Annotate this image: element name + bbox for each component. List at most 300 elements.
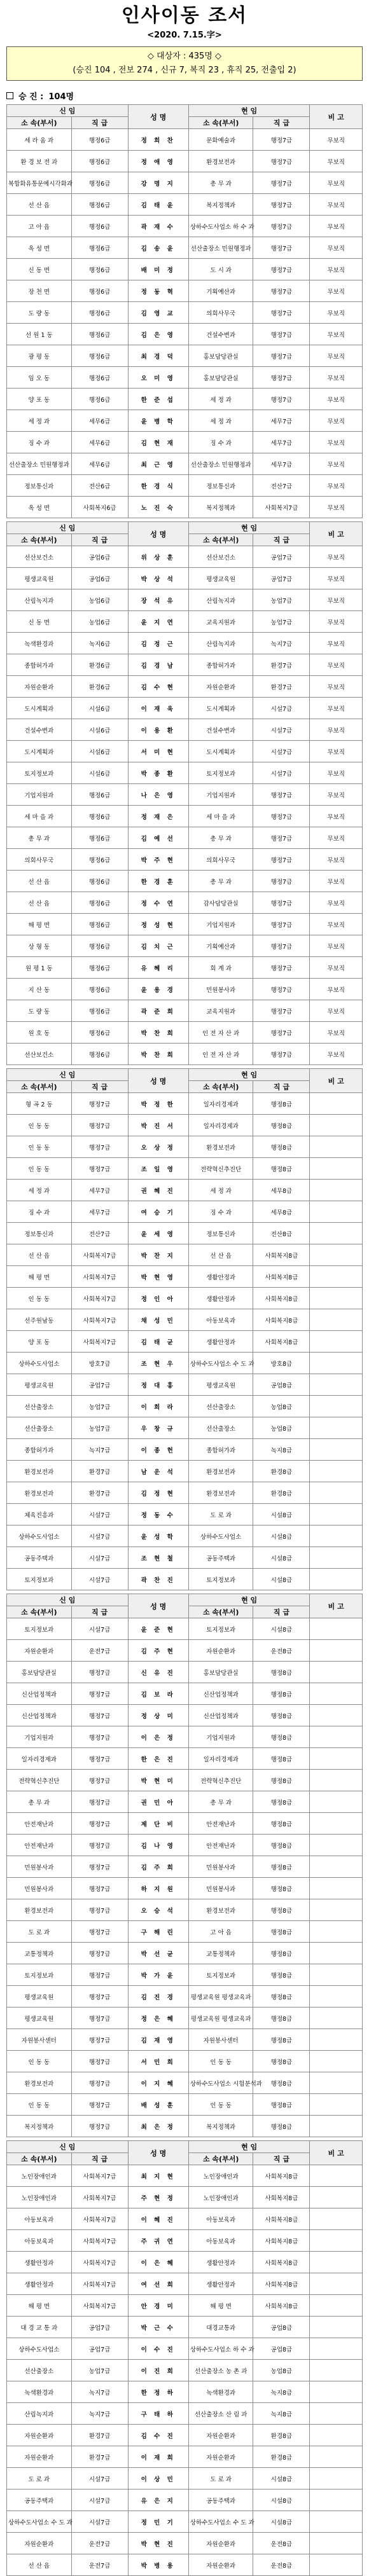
current-grade-cell: 행정8급 — [253, 2116, 310, 2137]
current-grade-cell: 사회복지8급 — [253, 1288, 310, 1309]
current-grade-cell: 행정8급 — [253, 1158, 310, 1180]
current-dept-cell: 선산보건소 — [188, 546, 253, 568]
current-grade-cell: 행정8급 — [253, 1748, 310, 1770]
table-row — [7, 1461, 363, 1482]
new-grade-cell: 방호7급 — [71, 1353, 128, 1374]
current-grade-cell: 행정8급 — [253, 1964, 310, 1986]
remarks-cell: 무보직 — [310, 611, 363, 633]
table-row — [7, 1526, 363, 1547]
table-row — [7, 2230, 363, 2252]
new-dept-cell: 공동주택과 — [7, 2490, 72, 2511]
new-grade-cell: 공업6급 — [71, 546, 128, 568]
remarks-cell — [310, 1856, 363, 1878]
current-grade-cell: 행정7급 — [253, 935, 310, 957]
table-row — [7, 2317, 363, 2338]
header-current-dept: 소 속(부서) — [188, 534, 253, 546]
current-dept-cell: 도시계획과 — [188, 741, 253, 762]
new-grade-cell: 사회복지7급 — [71, 1266, 128, 1288]
current-grade-cell: 녹지8급 — [253, 2381, 310, 2403]
new-grade-cell: 농업6급 — [71, 589, 128, 611]
table-row — [7, 1374, 363, 1396]
current-dept-cell: 산림녹지과 — [188, 589, 253, 611]
table-row — [7, 1726, 363, 1748]
name-cell: 조 일 영 — [128, 1158, 188, 1180]
current-dept-cell: 자원순환과 — [188, 2446, 253, 2468]
table-row — [7, 1180, 363, 1201]
current-grade-cell: 행정8급 — [253, 1899, 310, 1921]
remarks-cell — [310, 1662, 363, 1683]
table-row — [7, 1417, 363, 1439]
new-grade-cell: 공업7급 — [71, 2338, 128, 2360]
new-grade-cell: 행정7급 — [71, 1093, 128, 1115]
new-grade-cell: 행정6급 — [71, 871, 128, 892]
current-grade-cell: 행정8급 — [253, 1770, 310, 1791]
new-grade-cell: 환경6급 — [71, 676, 128, 698]
current-dept-cell: 기획예산과 — [188, 935, 253, 957]
header-new-grade: 직 급 — [71, 2153, 128, 2165]
name-cell: 오 승 석 — [128, 1899, 188, 1921]
promotion-count: 104명 — [48, 92, 74, 102]
current-dept-cell: 환경보전과 — [188, 1461, 253, 1482]
current-dept-cell: 생활안정과 — [188, 1266, 253, 1288]
current-dept-cell: 홍보담당관실 — [188, 345, 253, 367]
current-grade-cell: 행정8급 — [253, 1136, 310, 1158]
new-grade-cell: 환경6급 — [71, 654, 128, 676]
current-dept-cell: 교육지원과 — [188, 1000, 253, 1022]
table-row — [7, 2029, 363, 2051]
current-dept-cell: 평생교육원 — [188, 568, 253, 589]
current-dept-cell: 자원순환과 — [188, 676, 253, 698]
remarks-cell — [310, 1986, 363, 2008]
name-cell: 박 주 현 — [128, 849, 188, 871]
name-cell: 최 근 영 — [128, 453, 188, 475]
name-cell: 한 경 훈 — [128, 871, 188, 892]
table-row — [7, 410, 363, 432]
name-cell: 서 미 현 — [128, 741, 188, 762]
remarks-cell — [310, 2273, 363, 2295]
name-cell: 김 영 교 — [128, 302, 188, 324]
current-dept-cell: 일자리경제과 — [188, 1115, 253, 1136]
table-header-row — [7, 522, 363, 534]
new-dept-cell: 인 동 동 — [7, 1115, 72, 1136]
new-grade-cell: 행정7급 — [71, 1136, 128, 1158]
name-cell: 김 수 진 — [128, 2425, 188, 2446]
header-remarks: 비 고 — [310, 1069, 363, 1093]
current-grade-cell: 행정8급 — [253, 1683, 310, 1705]
new-dept-cell: 안전재난과 — [7, 1835, 72, 1856]
current-dept-cell: 평생교육원 — [188, 1374, 253, 1396]
name-cell: 김 주 현 — [128, 1640, 188, 1662]
new-dept-cell: 종합허가과 — [7, 654, 72, 676]
name-cell: 김 진 경 — [128, 1986, 188, 2008]
name-cell: 최 은 정 — [128, 2116, 188, 2137]
new-dept-cell: 생활안정과 — [7, 2273, 72, 2295]
new-grade-cell: 행정7급 — [71, 1726, 128, 1748]
current-dept-cell: 상하수도사업소 하 수 과 — [188, 216, 253, 237]
name-cell: 강 명 지 — [128, 172, 188, 194]
new-grade-cell: 녹지7급 — [71, 2403, 128, 2425]
remarks-cell — [310, 2051, 363, 2072]
table-row — [7, 2295, 363, 2317]
new-grade-cell: 행정7급 — [71, 1683, 128, 1705]
name-cell: 정 재 은 — [128, 806, 188, 827]
remarks-cell — [310, 1813, 363, 1835]
current-dept-cell: 자원봉사센터 — [188, 2029, 253, 2051]
current-dept-cell: 총 무 과 — [188, 1791, 253, 1813]
new-dept-cell: 체육진흥과 — [7, 1504, 72, 1526]
table-row — [7, 2116, 363, 2137]
current-grade-cell: 행정8급 — [253, 1791, 310, 1813]
table-row — [7, 1618, 363, 1640]
new-dept-cell: 고 아 읍 — [7, 216, 72, 237]
current-dept-cell: 홍보담당관실 — [188, 1662, 253, 1683]
new-grade-cell: 행정6급 — [71, 806, 128, 827]
name-cell: 박 현 진 — [128, 2533, 188, 2554]
name-cell: 김 송 윤 — [128, 237, 188, 259]
current-grade-cell: 행정8급 — [253, 1662, 310, 1683]
table-row — [7, 2008, 363, 2029]
new-grade-cell: 행정6급 — [71, 784, 128, 806]
table-row — [7, 741, 363, 762]
new-grade-cell: 행정7급 — [71, 2008, 128, 2029]
current-dept-cell: 기업지원과 — [188, 1726, 253, 1748]
new-dept-cell: 선산출장소 민원행정과 — [7, 453, 72, 475]
current-dept-cell: 홍보담당관실 — [188, 367, 253, 389]
header-remarks: 비 고 — [310, 1594, 363, 1618]
new-dept-cell: 안전재난과 — [7, 1813, 72, 1835]
remarks-cell: 무보직 — [310, 410, 363, 432]
current-grade-cell: 환경7급 — [253, 654, 310, 676]
remarks-cell: 무보직 — [310, 216, 363, 237]
new-dept-cell: 선 산 읍 — [7, 1244, 72, 1266]
table-row — [7, 389, 363, 410]
current-grade-cell: 공업8급 — [253, 2338, 310, 2360]
name-cell: 우 창 규 — [128, 1417, 188, 1439]
name-cell: 김 주 희 — [128, 1856, 188, 1878]
new-dept-cell: 신산업정책과 — [7, 1683, 72, 1705]
remarks-cell — [310, 1439, 363, 1461]
current-grade-cell: 환경8급 — [253, 2446, 310, 2468]
personnel-table — [6, 2140, 363, 2576]
new-dept-cell: 녹색환경과 — [7, 633, 72, 654]
current-dept-cell: 건설수변과 — [188, 719, 253, 741]
header-new-position: 신 임 — [7, 105, 129, 117]
current-grade-cell: 농업7급 — [253, 589, 310, 611]
name-cell: 윤 세 영 — [128, 1223, 188, 1244]
new-grade-cell: 농업6급 — [71, 611, 128, 633]
remarks-cell — [310, 1201, 363, 1223]
new-dept-cell: 옥 성 면 — [7, 237, 72, 259]
current-grade-cell: 세무8급 — [253, 1201, 310, 1223]
name-cell: 정 상 미 — [128, 1705, 188, 1726]
table-row — [7, 237, 363, 259]
remarks-cell — [310, 1640, 363, 1662]
new-dept-cell: 상하수도사업소 — [7, 2338, 72, 2360]
name-cell: 권 민 아 — [128, 1791, 188, 1813]
current-grade-cell: 농업8급 — [253, 1396, 310, 1417]
new-grade-cell: 사회복지7급 — [71, 1309, 128, 1331]
new-dept-cell: 선주원남동 — [7, 1309, 72, 1331]
remarks-cell — [310, 2338, 363, 2360]
new-dept-cell: 도 로 과 — [7, 1921, 72, 1943]
name-cell: 김 경 남 — [128, 654, 188, 676]
remarks-cell — [310, 2425, 363, 2446]
new-grade-cell: 행정7급 — [71, 2051, 128, 2072]
name-cell: 정 은 혜 — [128, 2008, 188, 2029]
header-current-position: 현 임 — [188, 522, 310, 534]
new-dept-cell: 일자리경제과 — [7, 1748, 72, 1770]
header-current-grade: 직 급 — [253, 2153, 310, 2165]
current-dept-cell: 토지정보과 — [188, 1618, 253, 1640]
current-grade-cell: 행정8급 — [253, 1856, 310, 1878]
new-grade-cell: 행정6급 — [71, 1000, 128, 1022]
new-grade-cell: 시설7급 — [71, 1618, 128, 1640]
current-dept-cell: 교육지원과 — [188, 611, 253, 633]
remarks-cell — [310, 1309, 363, 1331]
new-grade-cell: 사회복지7급 — [71, 1244, 128, 1266]
current-dept-cell: 자원순환과 — [188, 2533, 253, 2554]
table-row — [7, 719, 363, 741]
new-grade-cell: 행정7급 — [71, 1986, 128, 2008]
current-grade-cell: 환경7급 — [253, 676, 310, 698]
current-grade-cell: 행정7급 — [253, 367, 310, 389]
new-grade-cell: 시설6급 — [71, 698, 128, 719]
new-dept-cell: 총 무 과 — [7, 827, 72, 849]
name-cell: 박 종 환 — [128, 762, 188, 784]
current-dept-cell: 세 마 을 과 — [188, 806, 253, 827]
name-cell: 김 현 재 — [128, 432, 188, 453]
table-header-row — [7, 1069, 363, 1081]
current-grade-cell: 행정8급 — [253, 1921, 310, 1943]
new-grade-cell: 행정7급 — [71, 1921, 128, 1943]
table-row — [7, 2425, 363, 2446]
current-dept-cell: 상하수도사업소 수 도 과 — [188, 2511, 253, 2533]
document-date: <2020. 7.15.字> — [147, 31, 222, 40]
new-dept-cell: 선 원 1 동 — [7, 324, 72, 345]
new-dept-cell: 세 정 과 — [7, 410, 72, 432]
new-grade-cell: 환경7급 — [71, 1461, 128, 1482]
name-cell: 박 가 윤 — [128, 1964, 188, 1986]
remarks-cell — [310, 1093, 363, 1115]
name-cell: 채 성 민 — [128, 1309, 188, 1331]
summary-breakdown: (승진 104 , 전보 274 , 신규 7, 복직 23 , 휴직 25, 전출입 2) — [73, 65, 296, 75]
current-grade-cell: 농업8급 — [253, 1417, 310, 1439]
header-current-grade: 직 급 — [253, 534, 310, 546]
new-grade-cell: 행정6급 — [71, 280, 128, 302]
name-cell: 이 재 희 — [128, 2446, 188, 2468]
new-dept-cell: 생활안정과 — [7, 2252, 72, 2273]
table-row — [7, 1201, 363, 1223]
name-cell: 최 경 덕 — [128, 345, 188, 367]
new-grade-cell: 행정6급 — [71, 302, 128, 324]
current-grade-cell: 행정8급 — [253, 2094, 310, 2116]
current-dept-cell: 선산출장소 민원행정과 — [188, 453, 253, 475]
current-dept-cell: 아동보육과 — [188, 2230, 253, 2252]
current-dept-cell: 환경보전과 — [188, 1482, 253, 1504]
remarks-cell: 무보직 — [310, 151, 363, 172]
remarks-cell — [310, 2116, 363, 2137]
new-dept-cell: 선산보건소 — [7, 546, 72, 568]
remarks-cell: 무보직 — [310, 497, 363, 518]
current-grade-cell: 환경8급 — [253, 1482, 310, 1504]
current-grade-cell: 시설7급 — [253, 719, 310, 741]
current-dept-cell: 해 평 면 — [188, 2295, 253, 2317]
new-dept-cell: 복합화유통문예시각화과 — [7, 172, 72, 194]
current-grade-cell: 행정7급 — [253, 979, 310, 1000]
name-cell: 정 애 영 — [128, 151, 188, 172]
table-row — [7, 1986, 363, 2008]
table-row — [7, 2187, 363, 2208]
new-grade-cell: 세무6급 — [71, 453, 128, 475]
table-row — [7, 589, 363, 611]
table-row — [7, 324, 363, 345]
current-grade-cell: 공업8급 — [253, 2317, 310, 2338]
table-row — [7, 1964, 363, 1986]
promotion-heading — [6, 90, 363, 102]
name-cell: 박 찬 희 — [128, 1043, 188, 1065]
new-grade-cell: 행정7급 — [71, 1878, 128, 1899]
table-row — [7, 827, 363, 849]
remarks-cell: 무보직 — [310, 546, 363, 568]
current-grade-cell: 환경8급 — [253, 2425, 310, 2446]
square-bullet-icon — [6, 92, 13, 99]
current-dept-cell: 복지정책과 — [188, 194, 253, 216]
table-row — [7, 1662, 363, 1683]
current-grade-cell: 행정7급 — [253, 1000, 310, 1022]
remarks-cell: 무보직 — [310, 849, 363, 871]
name-cell: 최 지 현 — [128, 2165, 188, 2187]
current-grade-cell: 행정7급 — [253, 129, 310, 151]
name-cell: 나 은 영 — [128, 784, 188, 806]
table-row — [7, 1504, 363, 1526]
remarks-cell — [310, 1569, 363, 1590]
table-row — [7, 1943, 363, 1964]
new-grade-cell: 공업6급 — [71, 568, 128, 589]
name-cell: 이 상 민 — [128, 2468, 188, 2490]
current-grade-cell: 사회복지8급 — [253, 2208, 310, 2230]
new-grade-cell: 농업7급 — [71, 1417, 128, 1439]
new-dept-cell: 선 산 읍 — [7, 2554, 72, 2576]
new-dept-cell: 의회사무국 — [7, 849, 72, 871]
current-dept-cell: 선 산 읍 — [188, 1244, 253, 1266]
new-dept-cell: 신산업정책과 — [7, 1705, 72, 1726]
current-dept-cell: 정보통신과 — [188, 1223, 253, 1244]
table-row — [7, 1043, 363, 1065]
table-row — [7, 216, 363, 237]
new-dept-cell: 상하수도사업소 — [7, 1526, 72, 1547]
current-grade-cell: 사회복지8급 — [253, 1309, 310, 1331]
name-cell: 오 미 영 — [128, 367, 188, 389]
name-cell: 하 지 원 — [128, 1878, 188, 1899]
remarks-cell — [310, 1461, 363, 1482]
name-cell: 박 진 서 — [128, 1115, 188, 1136]
name-cell: 박 근 수 — [128, 2317, 188, 2338]
table-row — [7, 1115, 363, 1136]
table-row — [7, 2338, 363, 2360]
current-dept-cell: 상하수도사업소 하 수 과 — [188, 2338, 253, 2360]
table-row — [7, 2165, 363, 2187]
table-row — [7, 1288, 363, 1309]
name-cell: 주 현 정 — [128, 2187, 188, 2208]
name-cell: 박 상 석 — [128, 568, 188, 589]
remarks-cell — [310, 2468, 363, 2490]
new-dept-cell: 자원순환과 — [7, 2533, 72, 2554]
table-row — [7, 654, 363, 676]
new-dept-cell: 토지정보과 — [7, 1618, 72, 1640]
remarks-cell — [310, 2165, 363, 2187]
new-grade-cell: 사회복지7급 — [71, 2295, 128, 2317]
current-dept-cell: 생활안정과 — [188, 2273, 253, 2295]
name-cell: 장 석 유 — [128, 589, 188, 611]
new-grade-cell: 사회복지7급 — [71, 2252, 128, 2273]
new-grade-cell: 행정7급 — [71, 1899, 128, 1921]
promotion-label: 승 진 : — [18, 92, 44, 102]
new-grade-cell: 전산6급 — [71, 475, 128, 497]
new-grade-cell: 행정6급 — [71, 151, 128, 172]
current-dept-cell: 교통정책과 — [188, 1943, 253, 1964]
name-cell: 정 인 아 — [128, 1288, 188, 1309]
current-grade-cell: 행정7급 — [253, 871, 310, 892]
current-dept-cell: 신산업정책과 — [188, 1705, 253, 1726]
header-current-dept: 소 속(부서) — [188, 117, 253, 129]
new-dept-cell: 대 경 교 통 과 — [7, 2317, 72, 2338]
new-dept-cell: 산림녹지과 — [7, 2403, 72, 2425]
new-grade-cell: 사회복지7급 — [71, 1331, 128, 1353]
current-grade-cell: 행정7급 — [253, 280, 310, 302]
current-dept-cell: 감사담당관실 — [188, 892, 253, 914]
table-row — [7, 892, 363, 914]
name-cell: 구 태 하 — [128, 2403, 188, 2425]
name-cell: 이 지 혜 — [128, 2072, 188, 2094]
new-grade-cell: 행정7급 — [71, 2072, 128, 2094]
new-dept-cell: 환경보전과 — [7, 1482, 72, 1504]
new-grade-cell: 시설7급 — [71, 1569, 128, 1590]
table-row — [7, 280, 363, 302]
new-dept-cell: 광 평 동 — [7, 345, 72, 367]
current-dept-cell: 종합허가과 — [188, 1439, 253, 1461]
new-dept-cell: 건설수변과 — [7, 719, 72, 741]
remarks-cell — [310, 1396, 363, 1417]
new-dept-cell: 양 포 동 — [7, 1331, 72, 1353]
new-dept-cell: 환 경 보 전 과 — [7, 151, 72, 172]
current-grade-cell: 사회복지8급 — [253, 1331, 310, 1353]
remarks-cell — [310, 1504, 363, 1526]
name-cell: 한 은 진 — [128, 1748, 188, 1770]
new-grade-cell: 행정7급 — [71, 2116, 128, 2137]
table-row — [7, 568, 363, 589]
new-grade-cell: 행정6급 — [71, 237, 128, 259]
current-grade-cell: 행정7급 — [253, 957, 310, 979]
new-grade-cell: 환경7급 — [71, 1482, 128, 1504]
name-cell: 오 상 정 — [128, 1136, 188, 1158]
remarks-cell: 무보직 — [310, 957, 363, 979]
remarks-cell — [310, 1878, 363, 1899]
header-new-dept: 소 속(부서) — [7, 2153, 72, 2165]
remarks-cell: 무보직 — [310, 827, 363, 849]
table-row — [7, 546, 363, 568]
current-grade-cell: 행정8급 — [253, 1115, 310, 1136]
current-grade-cell: 세무7급 — [253, 432, 310, 453]
remarks-cell: 무보직 — [310, 1022, 363, 1043]
header-current-position: 현 임 — [188, 1069, 310, 1081]
table-row — [7, 1640, 363, 1662]
name-cell: 김 은 영 — [128, 324, 188, 345]
current-grade-cell: 행정8급 — [253, 1813, 310, 1835]
table-row — [7, 1791, 363, 1813]
new-grade-cell: 시설6급 — [71, 741, 128, 762]
current-grade-cell: 행정8급 — [253, 2029, 310, 2051]
name-cell: 윤 병 학 — [128, 410, 188, 432]
